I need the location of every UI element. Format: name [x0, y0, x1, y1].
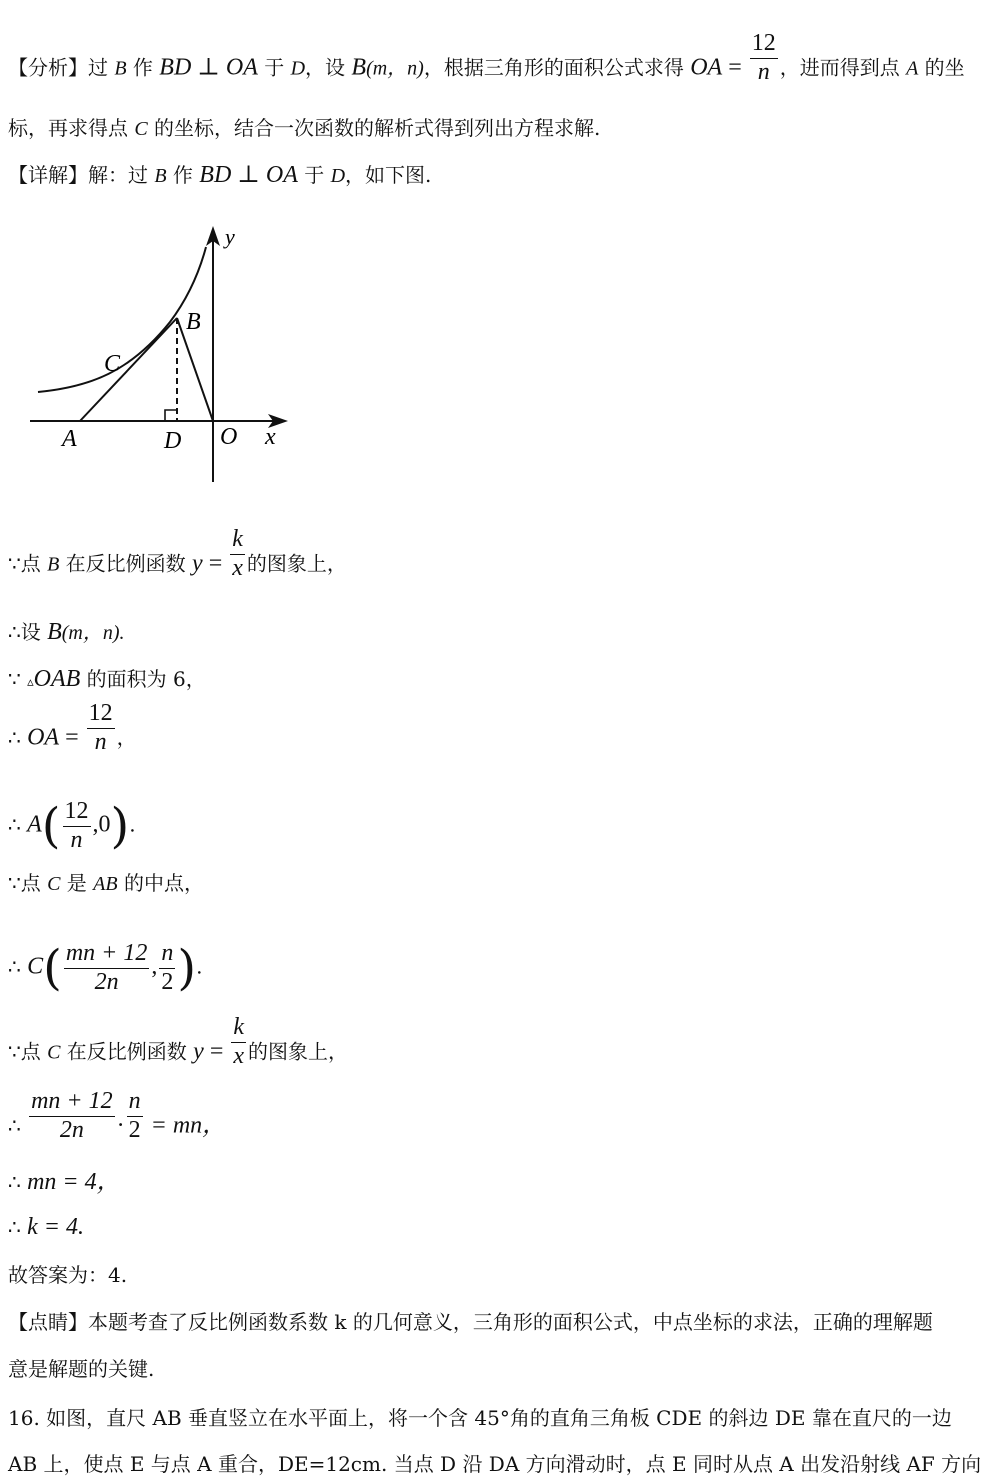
text: 【点睛】本题考查了反比例函数系数 k 的几何意义，三角形的面积公式，中点坐标的求法，正确的理解题 [8, 1310, 933, 1334]
text: 在反比例函数 [60, 1039, 194, 1064]
text: 在反比例函数 [59, 551, 193, 576]
step-3 [8, 667, 206, 691]
var: OA [265, 162, 298, 188]
text: ，设 [305, 55, 352, 80]
text: 的坐 [918, 55, 965, 80]
step-5 [8, 798, 136, 854]
var: B [154, 165, 167, 187]
var: A [906, 57, 919, 80]
var: y [192, 550, 203, 577]
text: ∵点 [8, 551, 48, 576]
text: 【详解】解：过 [8, 163, 155, 187]
text: ∵点 [8, 871, 48, 895]
equation: k = 4. [27, 1214, 84, 1240]
text: ∴ [8, 1170, 28, 1194]
var: BD [199, 162, 232, 188]
numerator: 12 [750, 30, 778, 59]
text: . [129, 812, 136, 837]
fraction [127, 1088, 143, 1144]
step-4 [8, 700, 137, 756]
problem-16-line-2 [8, 1454, 981, 1474]
label-x: x [265, 424, 276, 450]
numerator: 12 [63, 798, 91, 827]
var: D [290, 57, 306, 80]
text: ， [116, 725, 137, 750]
step-10 [8, 1170, 121, 1194]
text: ∴ [8, 725, 28, 750]
text: 的面积为 6， [80, 667, 206, 691]
denominator: n [70, 826, 83, 853]
text: ∴ [8, 954, 28, 979]
denominator: n [94, 728, 107, 755]
denominator: 2n [59, 1116, 84, 1143]
right-angle-mark [165, 410, 177, 421]
label-D: D [164, 428, 182, 454]
var: OA [690, 54, 723, 81]
text: ∵ [8, 667, 28, 691]
var: A [27, 811, 42, 838]
step-1 [8, 526, 347, 582]
text: ∵点 [8, 1039, 48, 1064]
var: C [47, 873, 61, 895]
equation-rhs: = mn， [144, 1112, 227, 1139]
text: 【分析】过 [8, 55, 115, 80]
text: 的中点， [117, 871, 204, 895]
var: BD [159, 54, 192, 81]
text: 作 [126, 55, 160, 80]
text: 的图象上， [248, 1039, 349, 1064]
final-answer [8, 1265, 127, 1285]
equals: = [59, 724, 85, 751]
step-2 [8, 620, 125, 644]
step-6 [8, 873, 204, 894]
text: 于 [257, 55, 291, 80]
text: ∴设 [8, 620, 48, 644]
comment-line-1 [8, 1312, 933, 1332]
fraction [230, 526, 245, 582]
fraction [750, 30, 778, 86]
segment-AB [80, 318, 177, 421]
fraction [159, 940, 175, 996]
numerator: k [231, 1014, 246, 1043]
fraction [87, 700, 115, 756]
text: ∴ [8, 1215, 28, 1239]
text: ，进而得到点 [779, 55, 907, 80]
analysis-line-1 [8, 30, 965, 86]
denominator: x [232, 554, 243, 581]
label-y: y [225, 224, 235, 249]
text: 的坐标，结合一次函数的解析式得到列出方程求解. [147, 116, 601, 140]
var: D [330, 165, 346, 187]
numerator: k [230, 526, 245, 555]
hyperbola-curve [38, 247, 206, 392]
text: 于 [297, 163, 331, 187]
label-O: O [220, 424, 238, 450]
var: OAB [33, 666, 81, 692]
fraction [63, 798, 91, 854]
fraction [64, 940, 150, 996]
text: 意是解题的关键. [8, 1357, 155, 1381]
equals: = [203, 1038, 230, 1065]
right-paren: ) [110, 798, 130, 855]
label-A: A [62, 426, 77, 452]
detail-intro [8, 163, 431, 187]
var: C [47, 1041, 61, 1064]
comma: , [151, 953, 158, 980]
left-paren: ( [43, 940, 62, 997]
equals: = [202, 550, 229, 577]
equation: mn = 4， [27, 1169, 121, 1195]
var: C [27, 953, 44, 980]
text: 标，再求得点 [8, 116, 135, 140]
perp-symbol: ⊥ [231, 162, 266, 188]
step-7 [8, 940, 202, 996]
text: 16. 如图，直尺 AB 垂直竖立在水平面上，将一个含 45°角的直角三角板 CDE 的斜边 DE 靠在直尺的一边 [8, 1406, 952, 1430]
text: 故答案为：4. [8, 1263, 128, 1287]
numerator: n [159, 940, 175, 969]
denominator: 2n [94, 968, 119, 995]
label-C: C [104, 351, 121, 377]
text: ∴ [8, 1113, 28, 1138]
text: . [196, 954, 203, 979]
var: B [351, 54, 367, 81]
equals: = [722, 54, 748, 81]
text: ，如下图. [345, 163, 432, 187]
label-B: B [186, 309, 201, 335]
text: 是 [60, 871, 94, 895]
fraction [29, 1088, 115, 1144]
var: OA [225, 54, 258, 81]
text: ,0 [92, 811, 111, 838]
text: ∴ [8, 812, 28, 837]
triangle-symbol: ▵ [27, 675, 34, 690]
var: C [134, 118, 148, 140]
denominator: 2 [161, 968, 174, 995]
step-8 [8, 1014, 349, 1070]
text: ，根据三角形的面积公式求得 [423, 55, 691, 80]
denominator: x [233, 1042, 245, 1069]
text: 作 [166, 163, 200, 187]
var: OA [27, 724, 60, 751]
fraction [231, 1014, 246, 1070]
analysis-line-2 [8, 118, 600, 139]
numerator: n [127, 1088, 143, 1117]
numerator: mn + 12 [29, 1088, 115, 1117]
step-9 [8, 1088, 227, 1144]
problem-16-line-1 [8, 1408, 952, 1428]
right-paren: ) [177, 940, 197, 997]
perp-symbol: ⊥ [191, 54, 226, 81]
text: 的图象上， [246, 551, 347, 576]
numerator: 12 [87, 700, 115, 729]
var: AB [93, 873, 118, 895]
var: (m，n) [366, 57, 424, 80]
left-paren: ( [41, 798, 61, 855]
var: B [114, 57, 127, 80]
text: AB 上，使点 E 与点 A 重合，DE=12cm. 当点 D 沿 DA 方向滑动时，点 E 同时从点 A 出发沿射线 AF 方向 [8, 1452, 982, 1476]
step-11 [8, 1215, 84, 1239]
dot-operator: · [116, 1112, 125, 1139]
var: B [47, 619, 62, 645]
var: (m，n). [61, 622, 125, 644]
var: y [193, 1038, 204, 1065]
comment-line-2 [8, 1359, 154, 1379]
var: B [47, 553, 60, 576]
denominator: 2 [128, 1116, 141, 1143]
denominator: n [757, 58, 770, 85]
geometry-figure [20, 222, 320, 492]
numerator: mn + 12 [64, 940, 150, 969]
